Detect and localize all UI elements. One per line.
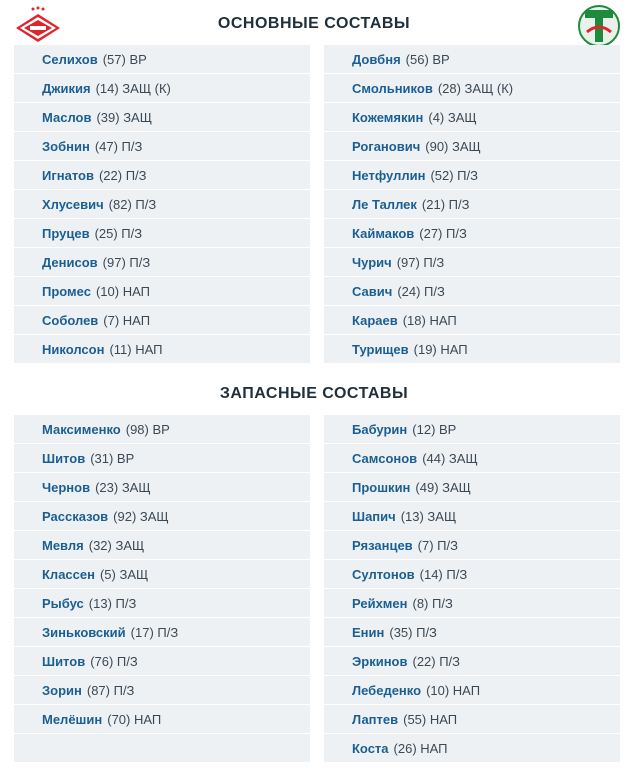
player-name[interactable]: Прошкин — [352, 479, 411, 495]
player-row — [14, 132, 310, 161]
player-info: (98) ВР — [125, 421, 170, 437]
player-row — [14, 103, 310, 132]
player-name[interactable]: Довбня — [352, 51, 401, 67]
player-row — [14, 618, 310, 647]
player-row — [324, 277, 620, 306]
player-info: (4) ЗАЩ — [428, 109, 477, 125]
player-info: (55) НАП — [403, 711, 458, 727]
player-info: (76) П/З — [90, 653, 138, 669]
player-row — [14, 415, 310, 444]
player-name[interactable]: Зиньковский — [42, 624, 126, 640]
player-name[interactable]: Максименко — [42, 421, 121, 437]
player-row — [14, 45, 310, 74]
player-row — [324, 74, 620, 103]
player-name[interactable]: Рассказов — [42, 508, 109, 524]
player-row — [14, 277, 310, 306]
player-info: (97) П/З — [396, 254, 445, 270]
player-name[interactable]: Бабурин — [352, 421, 408, 437]
player-info: (47) П/З — [94, 138, 143, 154]
player-row — [324, 306, 620, 335]
player-row — [324, 705, 620, 734]
player-row — [324, 473, 620, 502]
player-name[interactable]: Нетфуллин — [352, 167, 426, 183]
player-name[interactable]: Султонов — [352, 566, 415, 582]
player-row — [14, 560, 310, 589]
player-row — [324, 190, 620, 219]
player-info: (13) ЗАЩ — [400, 508, 457, 524]
player-name[interactable]: Смольников — [352, 80, 433, 96]
player-row — [324, 502, 620, 531]
player-row — [324, 248, 620, 277]
player-name[interactable]: Денисов — [42, 254, 98, 270]
player-row — [14, 190, 310, 219]
player-info: (49) ЗАЩ — [415, 479, 471, 495]
player-name[interactable]: Промес — [42, 283, 91, 299]
player-info: (17) П/З — [130, 624, 179, 640]
player-row — [324, 531, 620, 560]
player-row — [14, 589, 310, 618]
player-info: (57) ВР — [102, 51, 147, 67]
player-info: (26) НАП — [393, 740, 448, 756]
player-info: (82) П/З — [108, 196, 157, 212]
player-name[interactable]: Рыбус — [42, 595, 84, 611]
player-row — [324, 589, 620, 618]
player-name[interactable]: Роганович — [352, 138, 421, 154]
player-row — [14, 705, 310, 734]
player-info: (28) ЗАЩ (К) — [437, 80, 514, 96]
player-info: (11) НАП — [109, 341, 163, 357]
player-row — [14, 248, 310, 277]
player-row — [324, 103, 620, 132]
player-info: (35) П/З — [389, 624, 437, 640]
player-info: (24) П/З — [397, 283, 445, 299]
player-name[interactable]: Эркинов — [352, 653, 408, 669]
player-name[interactable]: Маслов — [42, 109, 92, 125]
player-info: (19) НАП — [413, 341, 468, 357]
player-info: (52) П/З — [430, 167, 478, 183]
player-row — [324, 335, 620, 364]
player-info: (44) ЗАЩ — [422, 450, 478, 466]
player-row — [14, 502, 310, 531]
player-info: (21) П/З — [421, 196, 470, 212]
player-name[interactable]: Мевля — [42, 537, 84, 553]
player-row — [324, 734, 620, 763]
player-row — [324, 444, 620, 473]
player-name[interactable]: Караев — [352, 312, 398, 328]
player-row — [14, 74, 310, 103]
player-info: (23) ЗАЩ — [95, 479, 151, 495]
player-info: (18) НАП — [402, 312, 457, 328]
player-info: (7) НАП — [103, 312, 151, 328]
player-row — [14, 161, 310, 190]
player-info: (14) П/З — [419, 566, 468, 582]
player-row — [14, 219, 310, 248]
player-name[interactable]: Мелёшин — [42, 711, 103, 727]
player-name[interactable]: Савич — [352, 283, 393, 299]
player-name[interactable]: Кожемякин — [352, 109, 424, 125]
player-info: (25) П/З — [94, 225, 143, 241]
player-info: (87) П/З — [86, 682, 135, 698]
player-row — [324, 676, 620, 705]
player-info: (10) НАП — [426, 682, 481, 698]
player-info: (7) П/З — [417, 537, 458, 553]
torpedo-logo — [577, 2, 621, 50]
player-info: (39) ЗАЩ — [96, 109, 152, 125]
player-row — [14, 335, 310, 364]
player-info: (22) П/З — [412, 653, 461, 669]
player-name[interactable]: Шапич — [352, 508, 396, 524]
player-info: (10) НАП — [95, 283, 150, 299]
empty-row — [14, 734, 310, 763]
player-name[interactable]: Шитов — [42, 653, 86, 669]
player-name[interactable]: Чурич — [352, 254, 392, 270]
player-row — [14, 676, 310, 705]
player-row — [324, 647, 620, 676]
player-info: (92) ЗАЩ — [113, 508, 169, 524]
player-name[interactable]: Турищев — [352, 341, 409, 357]
player-info: (12) ВР — [412, 421, 457, 437]
player-name[interactable]: Чернов — [42, 479, 91, 495]
home-substitutes — [14, 415, 310, 763]
player-row — [324, 132, 620, 161]
player-row — [14, 306, 310, 335]
player-name[interactable]: Лебеденко — [352, 682, 422, 698]
player-row — [14, 444, 310, 473]
player-info: (27) П/З — [419, 225, 467, 241]
player-row — [324, 560, 620, 589]
player-row — [324, 161, 620, 190]
away-main-lineup — [324, 45, 620, 364]
player-info: (97) П/З — [102, 254, 151, 270]
player-name[interactable]: Игнатов — [42, 167, 94, 183]
player-name[interactable]: Каймаков — [352, 225, 415, 241]
player-name[interactable]: Пруцев — [42, 225, 90, 241]
player-info: (22) П/З — [98, 167, 147, 183]
player-row — [14, 531, 310, 560]
player-name[interactable]: Николсон — [42, 341, 105, 357]
player-name[interactable]: Ле Таллек — [352, 196, 417, 212]
player-info: (32) ЗАЩ — [88, 537, 145, 553]
player-name[interactable]: Лаптев — [352, 711, 399, 727]
player-row — [324, 45, 620, 74]
player-row — [14, 647, 310, 676]
player-name[interactable]: Селихов — [42, 51, 98, 67]
player-info: (13) П/З — [88, 595, 137, 611]
player-name[interactable]: Коста — [352, 740, 389, 756]
player-name[interactable]: Рязанцев — [352, 537, 413, 553]
player-name[interactable]: Джикия — [42, 80, 91, 96]
player-info: (5) ЗАЩ — [99, 566, 149, 582]
player-row — [324, 415, 620, 444]
player-name[interactable]: Хлусевич — [42, 196, 104, 212]
player-name[interactable]: Шитов — [42, 450, 86, 466]
player-info: (14) ЗАЩ (К) — [95, 80, 171, 96]
player-row — [324, 219, 620, 248]
player-info: (8) П/З — [412, 595, 453, 611]
player-row — [14, 473, 310, 502]
player-info: (90) ЗАЩ — [425, 138, 481, 154]
player-name[interactable]: Зобнин — [42, 138, 90, 154]
player-name[interactable]: Енин — [352, 624, 385, 640]
home-main-lineup — [14, 45, 310, 364]
player-name[interactable]: Самсонов — [352, 450, 418, 466]
player-name[interactable]: Классен — [42, 566, 95, 582]
player-name[interactable]: Соболев — [42, 312, 99, 328]
player-name[interactable]: Зорин — [42, 682, 82, 698]
substitutes-title: ЗАПАСНЫЕ СОСТАВЫ — [219, 385, 409, 402]
player-info: (56) ВР — [405, 51, 450, 67]
player-info: (31) ВР — [90, 450, 135, 466]
away-substitutes — [324, 415, 620, 763]
main-lineups-title: ОСНОВНЫЕ СОСТАВЫ — [217, 15, 411, 32]
player-info: (70) НАП — [107, 711, 162, 727]
player-name[interactable]: Рейхмен — [352, 595, 408, 611]
player-row — [324, 618, 620, 647]
